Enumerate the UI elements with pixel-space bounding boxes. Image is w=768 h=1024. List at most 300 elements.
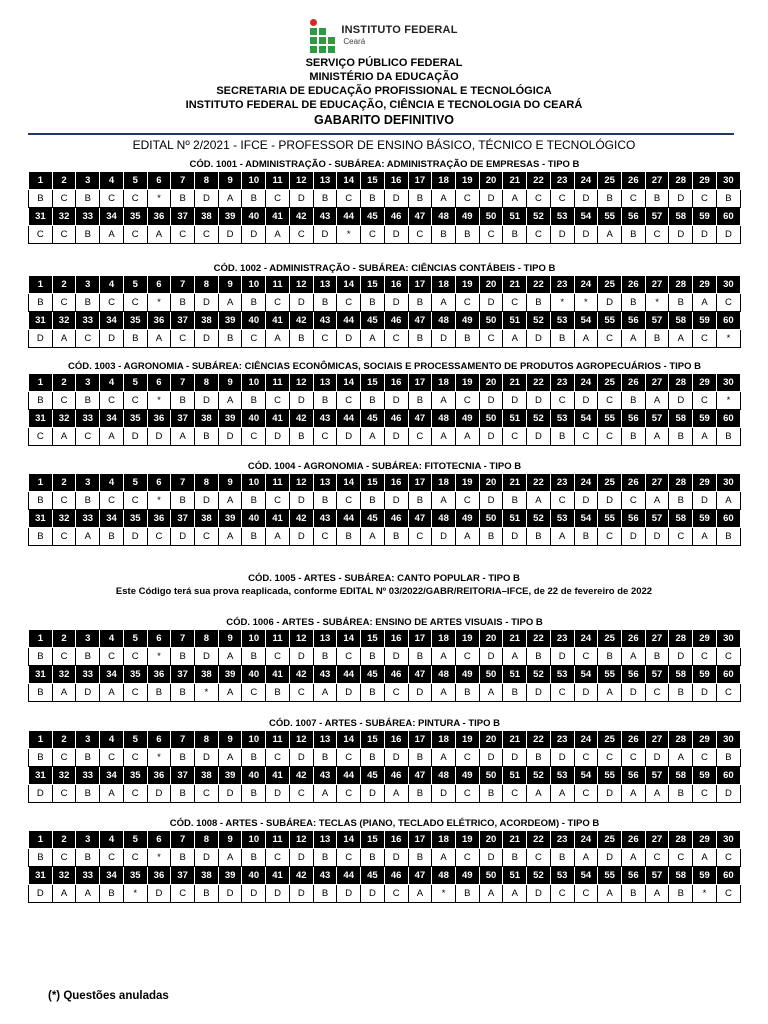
answer-row (29, 648, 741, 666)
answer-cell: C (598, 392, 622, 410)
question-number: 35 (123, 767, 147, 785)
question-number: 58 (669, 208, 693, 226)
answer-cell: B (289, 428, 313, 446)
answer-cell: D (242, 226, 266, 244)
answer-cell: C (29, 428, 53, 446)
answer-cell: B (100, 885, 124, 903)
question-number: 52 (527, 767, 551, 785)
question-number: 31 (29, 767, 53, 785)
answer-cell: A (100, 226, 124, 244)
question-number: 4 (100, 831, 124, 849)
question-number: 23 (550, 630, 574, 648)
question-number: 43 (313, 208, 337, 226)
question-number: 40 (242, 410, 266, 428)
question-number: 53 (550, 767, 574, 785)
answer-cell: C (337, 392, 361, 410)
answer-cell: B (408, 849, 432, 867)
answer-cell: D (147, 428, 171, 446)
answer-cell: C (550, 684, 574, 702)
answer-cell: D (195, 648, 219, 666)
answer-cell: C (52, 226, 76, 244)
answer-cell: A (218, 392, 242, 410)
answer-cell: D (195, 294, 219, 312)
answer-cell: B (289, 330, 313, 348)
answer-cell: D (100, 330, 124, 348)
question-number: 35 (123, 208, 147, 226)
answer-cell: C (693, 330, 717, 348)
answer-cell: A (384, 785, 408, 803)
answer-cell: D (337, 330, 361, 348)
question-number: 42 (289, 312, 313, 330)
question-number: 30 (716, 374, 740, 392)
question-number: 55 (598, 666, 622, 684)
question-number: 10 (242, 731, 266, 749)
answer-cell: * (337, 226, 361, 244)
question-number: 17 (408, 172, 432, 190)
if-logo (0, 16, 768, 56)
question-number: 28 (669, 374, 693, 392)
answer-cell: A (669, 330, 693, 348)
question-number: 30 (716, 474, 740, 492)
answer-cell: C (123, 849, 147, 867)
question-number: 1 (29, 831, 53, 849)
answer-cell: C (574, 428, 598, 446)
question-number-row (29, 666, 741, 684)
question-number: 5 (123, 374, 147, 392)
question-number: 18 (432, 831, 456, 849)
answer-cell: B (171, 684, 195, 702)
answer-cell: D (384, 428, 408, 446)
question-number: 10 (242, 172, 266, 190)
answer-row (29, 294, 741, 312)
answer-cell: C (171, 226, 195, 244)
question-number: 59 (693, 208, 717, 226)
question-number: 42 (289, 410, 313, 428)
question-number: 51 (503, 312, 527, 330)
answer-cell: B (455, 885, 479, 903)
question-number: 40 (242, 208, 266, 226)
question-number: 52 (527, 867, 551, 885)
answer-cell: B (408, 190, 432, 208)
answer-cell: D (218, 428, 242, 446)
answer-cell: A (218, 684, 242, 702)
question-number: 5 (123, 731, 147, 749)
answer-cell: D (384, 492, 408, 510)
answer-cell: C (313, 528, 337, 546)
question-number: 57 (645, 666, 669, 684)
question-number: 43 (313, 666, 337, 684)
answer-cell: D (289, 294, 313, 312)
answer-cell: A (76, 528, 100, 546)
answer-cell: D (289, 648, 313, 666)
answer-cell: B (598, 648, 622, 666)
answer-cell: D (669, 190, 693, 208)
answer-cell: C (337, 849, 361, 867)
question-number: 51 (503, 867, 527, 885)
question-number: 56 (621, 867, 645, 885)
question-number: 45 (361, 767, 385, 785)
answer-cell: C (550, 492, 574, 510)
question-number: 37 (171, 510, 195, 528)
question-number: 23 (550, 172, 574, 190)
answer-cell: B (29, 849, 53, 867)
answer-cell: B (621, 226, 645, 244)
logo-subtitle: Ceará (343, 37, 366, 46)
answer-cell: D (195, 190, 219, 208)
answer-cell: B (455, 226, 479, 244)
answer-cell: D (171, 528, 195, 546)
answer-cell: C (100, 294, 124, 312)
answer-cell: B (171, 648, 195, 666)
answer-cell: A (361, 528, 385, 546)
answer-cell: C (361, 226, 385, 244)
answer-cell: B (123, 330, 147, 348)
question-number: 31 (29, 312, 53, 330)
question-number: 39 (218, 510, 242, 528)
question-number: 60 (716, 410, 740, 428)
header-line-3: SECRETARIA DE EDUCAÇÃO PROFISSIONAL E TECNOLÓGICA (216, 85, 552, 97)
question-number: 36 (147, 510, 171, 528)
answer-cell: C (669, 528, 693, 546)
answer-cell: D (479, 849, 503, 867)
answer-cell: C (408, 428, 432, 446)
question-number: 46 (384, 867, 408, 885)
answer-cell: C (52, 190, 76, 208)
question-number: 33 (76, 510, 100, 528)
answer-cell: B (479, 785, 503, 803)
question-number: 16 (384, 831, 408, 849)
question-number-row (29, 172, 741, 190)
question-number: 55 (598, 767, 622, 785)
question-number: 55 (598, 312, 622, 330)
answer-cell: D (527, 885, 551, 903)
answer-cell: B (455, 330, 479, 348)
answer-cell: B (669, 294, 693, 312)
question-number: 17 (408, 831, 432, 849)
question-number: 52 (527, 666, 551, 684)
answer-cell: C (171, 330, 195, 348)
answer-cell: B (29, 749, 53, 767)
question-number: 16 (384, 630, 408, 648)
answer-cell: C (123, 749, 147, 767)
question-number: 57 (645, 510, 669, 528)
answer-cell: C (100, 648, 124, 666)
question-number: 3 (76, 831, 100, 849)
question-number: 13 (313, 172, 337, 190)
answer-cell: A (621, 849, 645, 867)
question-number: 12 (289, 831, 313, 849)
question-number: 5 (123, 831, 147, 849)
answer-cell: A (693, 528, 717, 546)
question-number: 33 (76, 767, 100, 785)
answer-cell: C (195, 226, 219, 244)
question-number: 12 (289, 276, 313, 294)
question-number: 60 (716, 867, 740, 885)
annulled-footnote: (*) Questões anuladas (48, 990, 169, 1002)
answer-cell: D (266, 785, 290, 803)
answer-cell: C (455, 648, 479, 666)
answer-table (28, 830, 741, 903)
answer-row (29, 849, 741, 867)
answer-row (29, 785, 741, 803)
answer-cell: D (123, 428, 147, 446)
section-title: CÓD. 1002 - ADMINISTRAÇÃO - SUBÁREA: CIÊNCIAS CONTÁBEIS - TIPO B (213, 263, 556, 274)
question-number: 20 (479, 474, 503, 492)
answer-cell: C (266, 294, 290, 312)
question-number: 54 (574, 867, 598, 885)
answer-cell: B (29, 684, 53, 702)
question-number: 8 (195, 172, 219, 190)
answer-cell: B (171, 492, 195, 510)
question-number-row (29, 867, 741, 885)
question-number: 10 (242, 474, 266, 492)
question-number: 2 (52, 831, 76, 849)
question-number: 25 (598, 630, 622, 648)
question-number: 36 (147, 666, 171, 684)
answer-cell: * (147, 190, 171, 208)
answer-cell: B (669, 785, 693, 803)
answer-cell: A (527, 492, 551, 510)
question-number: 58 (669, 410, 693, 428)
answer-cell: D (384, 294, 408, 312)
answer-cell: D (289, 190, 313, 208)
answer-cell: C (52, 785, 76, 803)
answer-cell: A (218, 648, 242, 666)
answer-cell: C (503, 294, 527, 312)
answer-cell: D (218, 885, 242, 903)
answer-cell: * (147, 849, 171, 867)
question-number-row (29, 630, 741, 648)
answer-cell: D (408, 684, 432, 702)
question-number: 60 (716, 312, 740, 330)
answer-cell: A (479, 885, 503, 903)
answer-row (29, 428, 741, 446)
answer-cell: D (289, 528, 313, 546)
question-number: 18 (432, 172, 456, 190)
answer-cell: C (123, 190, 147, 208)
question-number: 16 (384, 731, 408, 749)
question-number: 3 (76, 276, 100, 294)
answer-cell: C (123, 785, 147, 803)
answer-cell: B (76, 492, 100, 510)
answer-cell: C (52, 749, 76, 767)
question-number-row (29, 731, 741, 749)
section-1002 (28, 262, 741, 348)
answer-cell: C (266, 849, 290, 867)
answer-cell: D (574, 684, 598, 702)
answer-table (28, 275, 741, 348)
answer-table (28, 171, 741, 244)
question-number: 51 (503, 208, 527, 226)
answer-cell: C (455, 294, 479, 312)
answer-cell: A (100, 684, 124, 702)
answer-cell: B (361, 749, 385, 767)
answer-cell: B (361, 849, 385, 867)
question-number: 17 (408, 630, 432, 648)
question-number: 26 (621, 276, 645, 294)
question-number: 55 (598, 510, 622, 528)
answer-cell: C (693, 785, 717, 803)
answer-cell: A (621, 785, 645, 803)
answer-cell: C (693, 392, 717, 410)
answer-cell: A (645, 392, 669, 410)
question-number: 22 (527, 731, 551, 749)
question-number: 32 (52, 767, 76, 785)
answer-cell: A (432, 684, 456, 702)
answer-cell: C (693, 749, 717, 767)
question-number: 21 (503, 276, 527, 294)
question-number: 9 (218, 276, 242, 294)
question-number: 14 (337, 731, 361, 749)
question-number: 6 (147, 630, 171, 648)
answer-cell: D (361, 785, 385, 803)
answer-cell: D (195, 492, 219, 510)
question-number: 5 (123, 276, 147, 294)
question-number: 2 (52, 172, 76, 190)
answer-cell: D (598, 492, 622, 510)
answer-cell: D (313, 226, 337, 244)
question-number: 60 (716, 767, 740, 785)
question-number: 2 (52, 374, 76, 392)
answer-cell: D (669, 648, 693, 666)
question-number: 55 (598, 867, 622, 885)
answer-cell: C (195, 528, 219, 546)
question-number: 46 (384, 666, 408, 684)
question-number: 11 (266, 172, 290, 190)
question-number: 9 (218, 172, 242, 190)
answer-cell: D (479, 749, 503, 767)
question-number: 34 (100, 666, 124, 684)
answer-cell: B (313, 190, 337, 208)
question-number: 13 (313, 474, 337, 492)
question-number: 26 (621, 630, 645, 648)
answer-cell: C (242, 330, 266, 348)
answer-cell: A (218, 528, 242, 546)
question-number: 10 (242, 374, 266, 392)
question-number: 17 (408, 731, 432, 749)
answer-cell: D (598, 849, 622, 867)
question-number: 47 (408, 767, 432, 785)
edital-title: EDITAL Nº 2/2021 - IFCE - PROFESSOR DE ENSINO BÁSICO, TÉCNICO E TECNOLÓGICO (132, 138, 636, 152)
question-number: 4 (100, 276, 124, 294)
question-number: 40 (242, 666, 266, 684)
answer-cell: B (76, 294, 100, 312)
answer-cell: C (408, 226, 432, 244)
answer-cell: C (455, 849, 479, 867)
question-number: 23 (550, 374, 574, 392)
answer-cell: C (52, 294, 76, 312)
question-number: 46 (384, 767, 408, 785)
answer-cell: B (76, 749, 100, 767)
question-number: 49 (455, 666, 479, 684)
answer-cell: D (384, 392, 408, 410)
answer-cell: A (361, 330, 385, 348)
question-number: 15 (361, 731, 385, 749)
answer-cell: C (574, 885, 598, 903)
question-number: 54 (574, 410, 598, 428)
answer-cell: A (100, 428, 124, 446)
answer-cell: * (147, 492, 171, 510)
question-number: 21 (503, 172, 527, 190)
question-number-row (29, 208, 741, 226)
question-number: 38 (195, 208, 219, 226)
answer-cell: C (645, 226, 669, 244)
answer-cell: D (550, 749, 574, 767)
question-number: 23 (550, 276, 574, 294)
answer-cell: C (76, 330, 100, 348)
answer-cell: C (266, 749, 290, 767)
question-number: 53 (550, 208, 574, 226)
question-number: 20 (479, 374, 503, 392)
answer-cell: * (432, 885, 456, 903)
answer-cell: D (693, 492, 717, 510)
answer-cell: B (195, 885, 219, 903)
answer-cell: B (76, 648, 100, 666)
answer-cell: B (361, 492, 385, 510)
question-number: 28 (669, 172, 693, 190)
question-number: 33 (76, 312, 100, 330)
answer-cell: B (242, 294, 266, 312)
answer-row (29, 492, 741, 510)
question-number-row (29, 276, 741, 294)
question-number: 36 (147, 208, 171, 226)
section-1004 (28, 460, 741, 546)
question-number: 8 (195, 831, 219, 849)
answer-cell: A (527, 785, 551, 803)
answer-cell: C (313, 330, 337, 348)
question-number-row (29, 767, 741, 785)
answer-cell: C (289, 785, 313, 803)
answer-cell: A (432, 648, 456, 666)
answer-cell: A (432, 392, 456, 410)
answer-cell: C (716, 849, 740, 867)
answer-cell: D (361, 885, 385, 903)
answer-cell: D (716, 226, 740, 244)
question-number: 53 (550, 410, 574, 428)
question-number: 25 (598, 831, 622, 849)
question-number: 33 (76, 208, 100, 226)
question-number: 30 (716, 276, 740, 294)
answer-cell: C (574, 749, 598, 767)
answer-cell: C (123, 648, 147, 666)
answer-cell: A (218, 190, 242, 208)
question-number: 43 (313, 510, 337, 528)
question-number: 38 (195, 767, 219, 785)
question-number: 28 (669, 474, 693, 492)
answer-cell: * (195, 684, 219, 702)
answer-cell: B (29, 190, 53, 208)
answer-cell: B (361, 684, 385, 702)
question-number: 32 (52, 312, 76, 330)
answer-cell: B (716, 749, 740, 767)
question-number: 59 (693, 312, 717, 330)
question-number: 37 (171, 666, 195, 684)
answer-cell: D (503, 392, 527, 410)
question-number: 2 (52, 276, 76, 294)
question-number: 8 (195, 276, 219, 294)
question-number: 10 (242, 831, 266, 849)
question-number: 50 (479, 312, 503, 330)
answer-cell: B (574, 528, 598, 546)
answer-cell: B (621, 392, 645, 410)
answer-cell: D (479, 492, 503, 510)
answer-cell: B (171, 294, 195, 312)
answer-cell: B (503, 226, 527, 244)
question-number: 32 (52, 510, 76, 528)
answer-cell: C (527, 226, 551, 244)
answer-cell: * (147, 648, 171, 666)
answer-row (29, 330, 741, 348)
